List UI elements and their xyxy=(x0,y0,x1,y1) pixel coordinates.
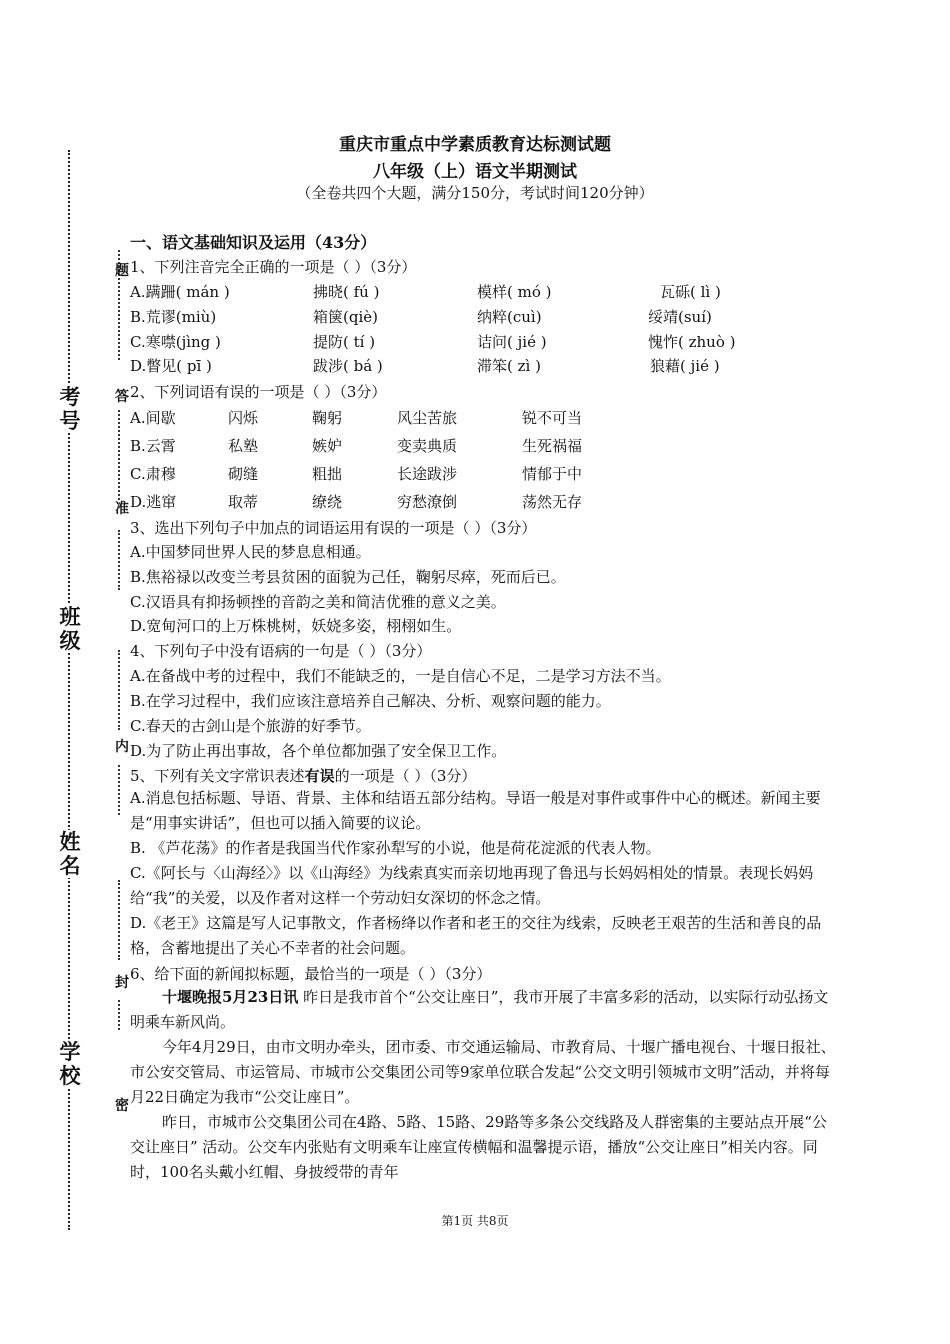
word-item: A.间歇 xyxy=(130,409,176,427)
school-label: 学校 xyxy=(59,1039,81,1088)
option-item: D.瞥见( pī ) xyxy=(130,357,212,375)
question-5-option-a: A.消息包括标题、导语、背景、主体和结语五部分结构。导语一般是对事件或事件中心的概述。新闻主要是“用事实讲话”，但也可以插入简要的议论。 xyxy=(130,789,821,832)
option-item: B.荒谬(miù) xyxy=(130,308,217,326)
option-item: 拂晓( fú ) xyxy=(313,283,380,301)
option-item: A.蹒跚( mán ) xyxy=(130,283,230,301)
seal-word-zhun: 准 xyxy=(115,501,129,517)
option-item: 绥靖(suí) xyxy=(648,308,712,326)
question-2-stem: 2、下列词语有误的一项是（ ）（3分） xyxy=(130,383,387,401)
option-item: 跋涉( bá ) xyxy=(313,357,383,375)
seal-word-ti: 题 xyxy=(115,263,129,279)
word-item: 鞠躬 xyxy=(312,409,343,427)
name-label: 姓名 xyxy=(59,829,81,878)
option-item: 愧怍( zhuò ) xyxy=(648,333,736,351)
option-item: 模样( mó ) xyxy=(477,283,552,301)
option-item: 纳粹(cuì) xyxy=(477,308,542,326)
question-6-stem: 6、给下面的新闻拟标题，最恰当的一项是（ ）（3分） xyxy=(130,965,492,983)
news-dateline: 十堰晚报5月23日讯 xyxy=(162,988,299,1006)
section-heading: 一、语文基础知识及运用（43分） xyxy=(130,233,377,252)
word-item: 情郁于中 xyxy=(522,465,583,483)
question-4-stem: 4、下列句子中没有语病的一句是（ ）（3分） xyxy=(130,642,432,660)
option-item: 瓦砾( lì ) xyxy=(660,283,721,301)
news-lead xyxy=(130,985,840,1035)
exam-subtitle: 八年级（上）语文半期测试 xyxy=(373,162,577,182)
exam-number-label: 考号 xyxy=(59,384,81,433)
answer-line xyxy=(118,880,120,960)
news-paragraph-3: 昨日，市城市公交集团公司在4路、5路、15路、29路等多条公交线路及人群密集的主要站点开展“公交让座日” 活动。公交车内张贴有文明乘车让座宣传横幅和温馨提示语，播放“公交让座日”相关内容。同时，100名头戴小红帽、身披绶带的青年 xyxy=(130,1113,827,1181)
question-3-option-b: B.焦裕禄以改变兰考县贫困的面貌为己任，鞠躬尽瘁，死而后已。 xyxy=(130,568,566,586)
question-5-option-c: C.《阿长与〈山海经〉》以《山海经》为线索真实而亲切地再现了鲁迅与长妈妈相处的情景。表现长妈妈给“我”的关爱，以及作者对这样一个劳动妇女深切的怀念之情。 xyxy=(130,864,814,907)
word-item: 穷愁潦倒 xyxy=(397,493,458,511)
stem-text: 的一项是（ ）（3分） xyxy=(334,767,477,785)
news-paragraph-2: 今年4月29日，由市文明办牵头，团市委、市交通运输局、市教育局、十堰广播电视台、十堰日报社、市公安交管局、市运管局、市城市公交集团公司等9家单位联合发起“公交文明引领城市文明”活动，并将每月22日确定为我市“公交让座日”。 xyxy=(130,1038,836,1106)
question-3-stem: 3、选出下列句子中加点的词语运用有误的一项是（ ）（3分） xyxy=(130,519,537,537)
exam-info: （全卷共四个大题，满分150分，考试时间120分钟） xyxy=(296,184,654,202)
seal-word-mi: 密 xyxy=(115,1098,129,1114)
word-item: 闪烁 xyxy=(228,409,259,427)
word-item: C.肃穆 xyxy=(130,465,176,483)
word-item: 变卖典质 xyxy=(397,437,458,455)
word-item: 私塾 xyxy=(228,437,259,455)
question-1-stem: 1、下列注音完全正确的一项是（ ）（3分） xyxy=(130,258,417,276)
word-item: 粗拙 xyxy=(312,465,343,483)
question-5-stem xyxy=(130,765,476,786)
question-3-option-a: A.中国梦同世界人民的梦息息相通。 xyxy=(130,543,371,561)
word-item: 风尘苦旅 xyxy=(397,409,458,427)
word-item: 砌缝 xyxy=(228,465,259,483)
option-item: 狼藉( jié ) xyxy=(650,357,720,375)
stem-text: 5、下列有关文字常识表述 xyxy=(130,767,305,785)
seal-word-nei: 内 xyxy=(115,739,129,755)
question-3-option-d: D.宽甸河口的上万株桃树，妖娆多姿，栩栩如生。 xyxy=(130,617,462,635)
answer-line xyxy=(118,650,120,730)
word-item: 取蒂 xyxy=(228,493,259,511)
word-item: B.云霄 xyxy=(130,437,176,455)
binding-margin xyxy=(58,150,129,1230)
option-item: 箱箧(qiè) xyxy=(313,308,378,326)
question-4-option-b: B.在学习过程中，我们应该注意培养自己解决、分析、观察问题的能力。 xyxy=(130,692,611,710)
question-4-option-c: C.春天的古剑山是个旅游的好季节。 xyxy=(130,717,371,735)
question-3-option-c: C.汉语具有抑扬顿挫的音韵之美和简洁优雅的意义之美。 xyxy=(130,593,506,611)
option-item: C.寒噤(jìng ) xyxy=(130,333,221,351)
answer-line xyxy=(118,530,120,590)
question-4-option-d: D.为了防止再出事故，各个单位都加强了安全保卫工作。 xyxy=(130,742,507,760)
answer-line xyxy=(118,1000,120,1030)
answer-line xyxy=(118,410,120,500)
word-item: 嫉妒 xyxy=(312,437,343,455)
class-label: 班级 xyxy=(59,604,81,653)
word-item: D.逃窜 xyxy=(130,493,177,511)
question-4-option-a: A.在备战中考的过程中，我们不能缺乏的，一是自信心不足，二是学习方法不当。 xyxy=(130,667,671,685)
question-5-option-d: D.《老王》这篇是写人记事散文，作者杨绛以作者和老王的交往为线索，反映老王艰苦的生活和善良的品格，含蓄地提出了关心不幸者的社会问题。 xyxy=(130,914,822,957)
seal-word-feng: 封 xyxy=(115,975,129,991)
word-item: 长途跋涉 xyxy=(397,465,458,483)
page-footer: 第1页 共8页 xyxy=(441,1214,509,1228)
seal-word-da: 答 xyxy=(115,389,129,405)
option-item: 滞笨( zì ) xyxy=(477,357,541,375)
news-lead-text: 昨日是我市首个“公交让座日”，我市开展了丰富多彩的活动，以实际行动弘扬文明乘车新风尚。 xyxy=(130,988,829,1031)
stem-emphasis: 有误 xyxy=(304,767,335,785)
question-5-option-b: B. 《芦花荡》的作者是我国当代作家孙犁写的小说，他是荷花淀派的代表人物。 xyxy=(130,839,661,857)
word-item: 锐不可当 xyxy=(522,409,583,427)
option-item: 诘问( jié ) xyxy=(477,333,547,351)
word-item: 生死祸福 xyxy=(522,437,583,455)
answer-line xyxy=(118,765,120,815)
word-item: 缭绕 xyxy=(312,493,343,511)
word-item: 荡然无存 xyxy=(522,493,583,511)
exam-title: 重庆市重点中学素质教育达标测试题 xyxy=(339,135,611,155)
option-item: 提防( tí ) xyxy=(313,333,376,351)
